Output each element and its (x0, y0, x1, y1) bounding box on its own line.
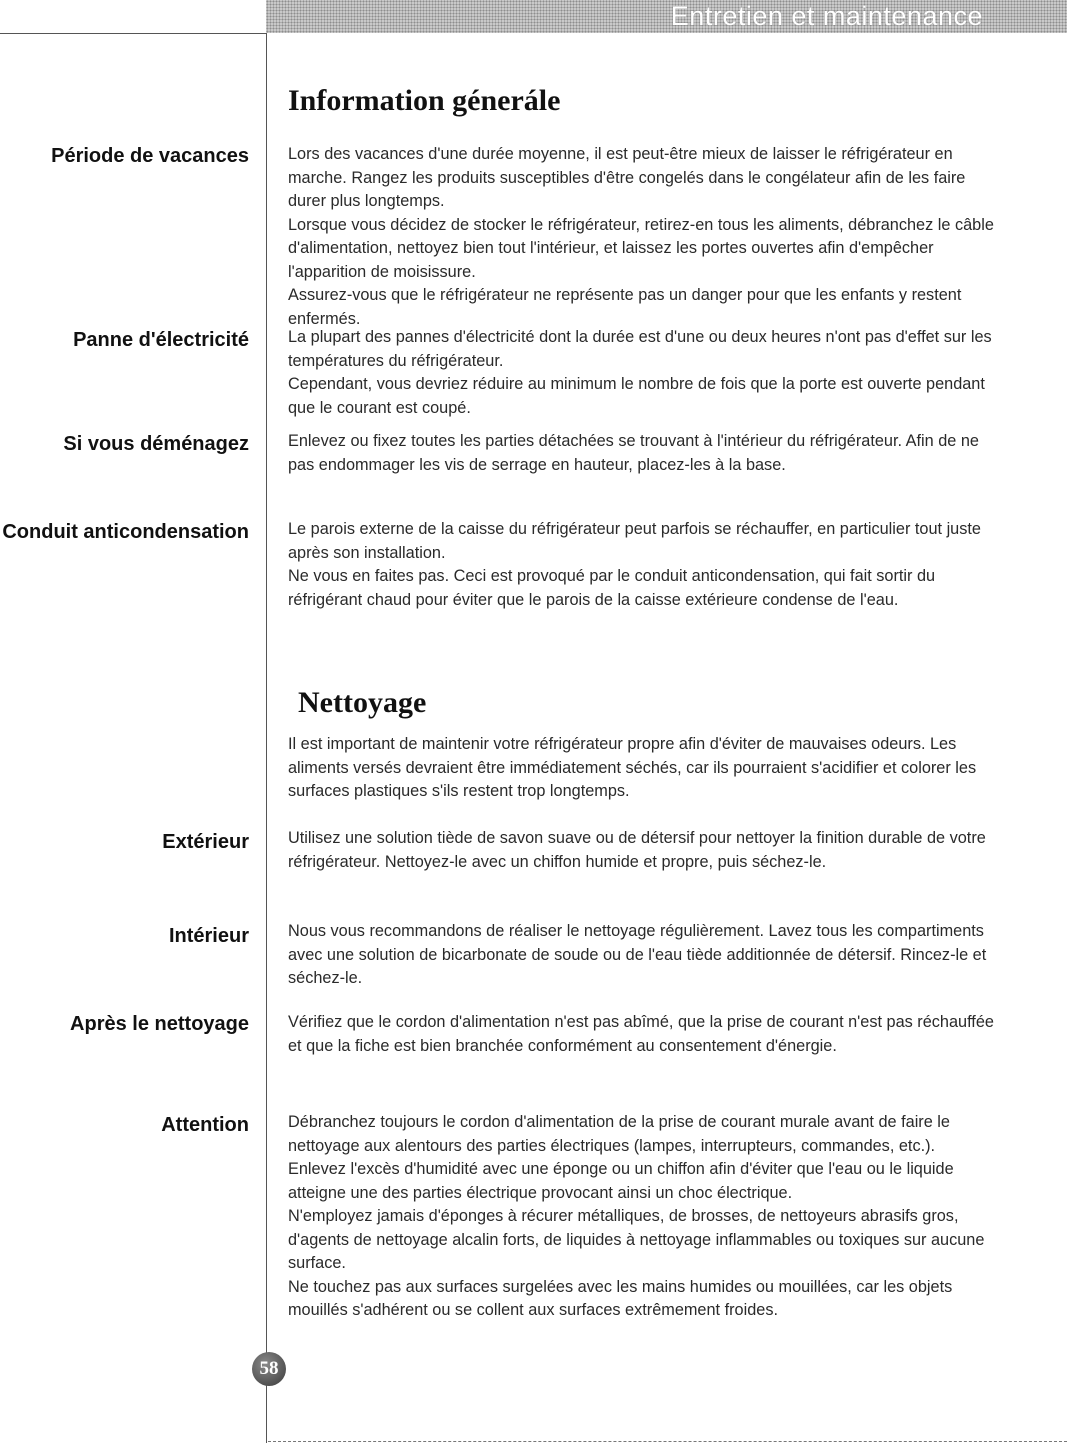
paragraph: Le parois externe de la caisse du réfrigérateur peut parfois se réchauffer, en particulier tout juste après son installation. (288, 520, 981, 562)
label-interieur: Intérieur (168, 925, 249, 947)
paragraph: Débranchez toujours le cordon d'alimentation de la prise de courant murale avant de faire le nettoyage aux alentours des parties électriques (lampes, interrupteurs, commandes, etc.). (288, 1113, 950, 1155)
header-title: Entretien et maintenance (670, 1, 983, 31)
paragraph: Enlevez ou fixez toutes les parties détachées se trouvant à l'intérieur du réfrigérateur. Afin de ne pas endommager les vis de serrage en hauteur, placez-les à la base. (288, 432, 979, 474)
label-exterieur: Extérieur (162, 831, 249, 853)
paragraph: Enlevez l'excès d'humidité avec une éponge ou un chiffon afin d'éviter que l'eau ou le liquide atteigne une des parties électrique provocant ainsi un choc électrique. (288, 1160, 954, 1202)
paragraph: Utilisez une solution tiède de savon suave ou de détersif pour nettoyer la finition durable de votre réfrigérateur. Nettoyez-le avec un chiffon humide et propre, puis séchez-le. (288, 829, 986, 871)
text-conduit (288, 518, 998, 612)
header-band (266, 0, 1067, 33)
paragraph: Cependant, vous devriez réduire au minimum le nombre de fois que la porte est ouverte pendant que le courant est coupé. (288, 375, 985, 417)
label-panne: Panne d'électricité (73, 329, 249, 351)
label-attention: Attention (161, 1114, 249, 1136)
paragraph: La plupart des pannes d'électricité dont la durée est d'une ou deux heures n'ont pas d'effet sur les températures du réfrigérateur. (288, 328, 992, 370)
text-attention (288, 1111, 998, 1323)
label-vacances: Période de vacances (51, 145, 249, 167)
section-title-cleaning: Nettoyage (298, 686, 427, 719)
paragraph: Ne vous en faites pas. Ceci est provoqué par le conduit anticondensation, qui fait sortir du réfrigérant chaud pour éviter que le parois de la caisse extérieure condense de l'eau. (288, 567, 936, 609)
label-apres: Après le nettoyage (70, 1013, 249, 1035)
paragraph: Lors des vacances d'une durée moyenne, il est peut-être mieux de laisser le réfrigérateur en marche. Rangez les produits susceptibles d'être congelés dans le congélateur afin de les faire durer plus longtemps. (288, 145, 966, 210)
bottom-rule (268, 1441, 1067, 1442)
text-vacances (288, 143, 998, 331)
text-exterieur (288, 827, 998, 874)
text-cleaning-intro (288, 733, 998, 804)
section-title-general: Information génerále (288, 84, 561, 117)
header-rule (0, 33, 266, 34)
text-demenagez (288, 430, 998, 477)
label-demenagez: Si vous déménagez (63, 433, 249, 455)
paragraph: Nous vous recommandons de réaliser le nettoyage régulièrement. Lavez tous les compartiments avec une solution de bicarbonate de soude ou de l'eau tiède additionnée de détersif. Rincez-le et séchez-le. (288, 922, 987, 987)
label-conduit: Conduit anticondensation (2, 521, 249, 543)
text-panne (288, 326, 998, 420)
paragraph: Assurez-vous que le réfrigérateur ne représente pas un danger pour que les enfants y restent enfermés. (288, 286, 962, 328)
paragraph: N'employez jamais d'éponges à récurer métalliques, de brosses, de nettoyeurs abrasifs gros, d'agents de nettoyage alcalin forts, de liquides à nettoyage inflammables ou toxiques sur aucune surface. (288, 1207, 985, 1272)
text-apres (288, 1011, 998, 1058)
paragraph: Vérifiez que le cordon d'alimentation n'est pas abîmé, que la prise de courant n'est pas réchauffée et que la fiche est bien branchée conformément au consentement d'énergie. (288, 1013, 994, 1055)
paragraph: Il est important de maintenir votre réfrigérateur propre afin d'éviter de mauvaises odeurs. Les aliments versés devraient être immédiatement séchés, car ils pourraient s'acidifier et colorer les surfaces plastiques s'ils restent trop longtemps. (288, 735, 977, 800)
page-number-badge: 58 (252, 1352, 286, 1386)
paragraph: Lorsque vous décidez de stocker le réfrigérateur, retirez-en tous les aliments, débranchez le câble d'alimentation, nettoyez bien tout l'intérieur, et laissez les portes ouvertes afin d'empêcher l'apparition de moisissure. (288, 215, 994, 281)
vertical-divider (266, 33, 267, 1443)
text-interieur (288, 920, 998, 991)
paragraph: Ne touchez pas aux surfaces surgelées avec les mains humides ou mouillées, car les objets mouillés s'adhérent ou se collent aux surfaces extrêmement froides. (288, 1277, 953, 1319)
